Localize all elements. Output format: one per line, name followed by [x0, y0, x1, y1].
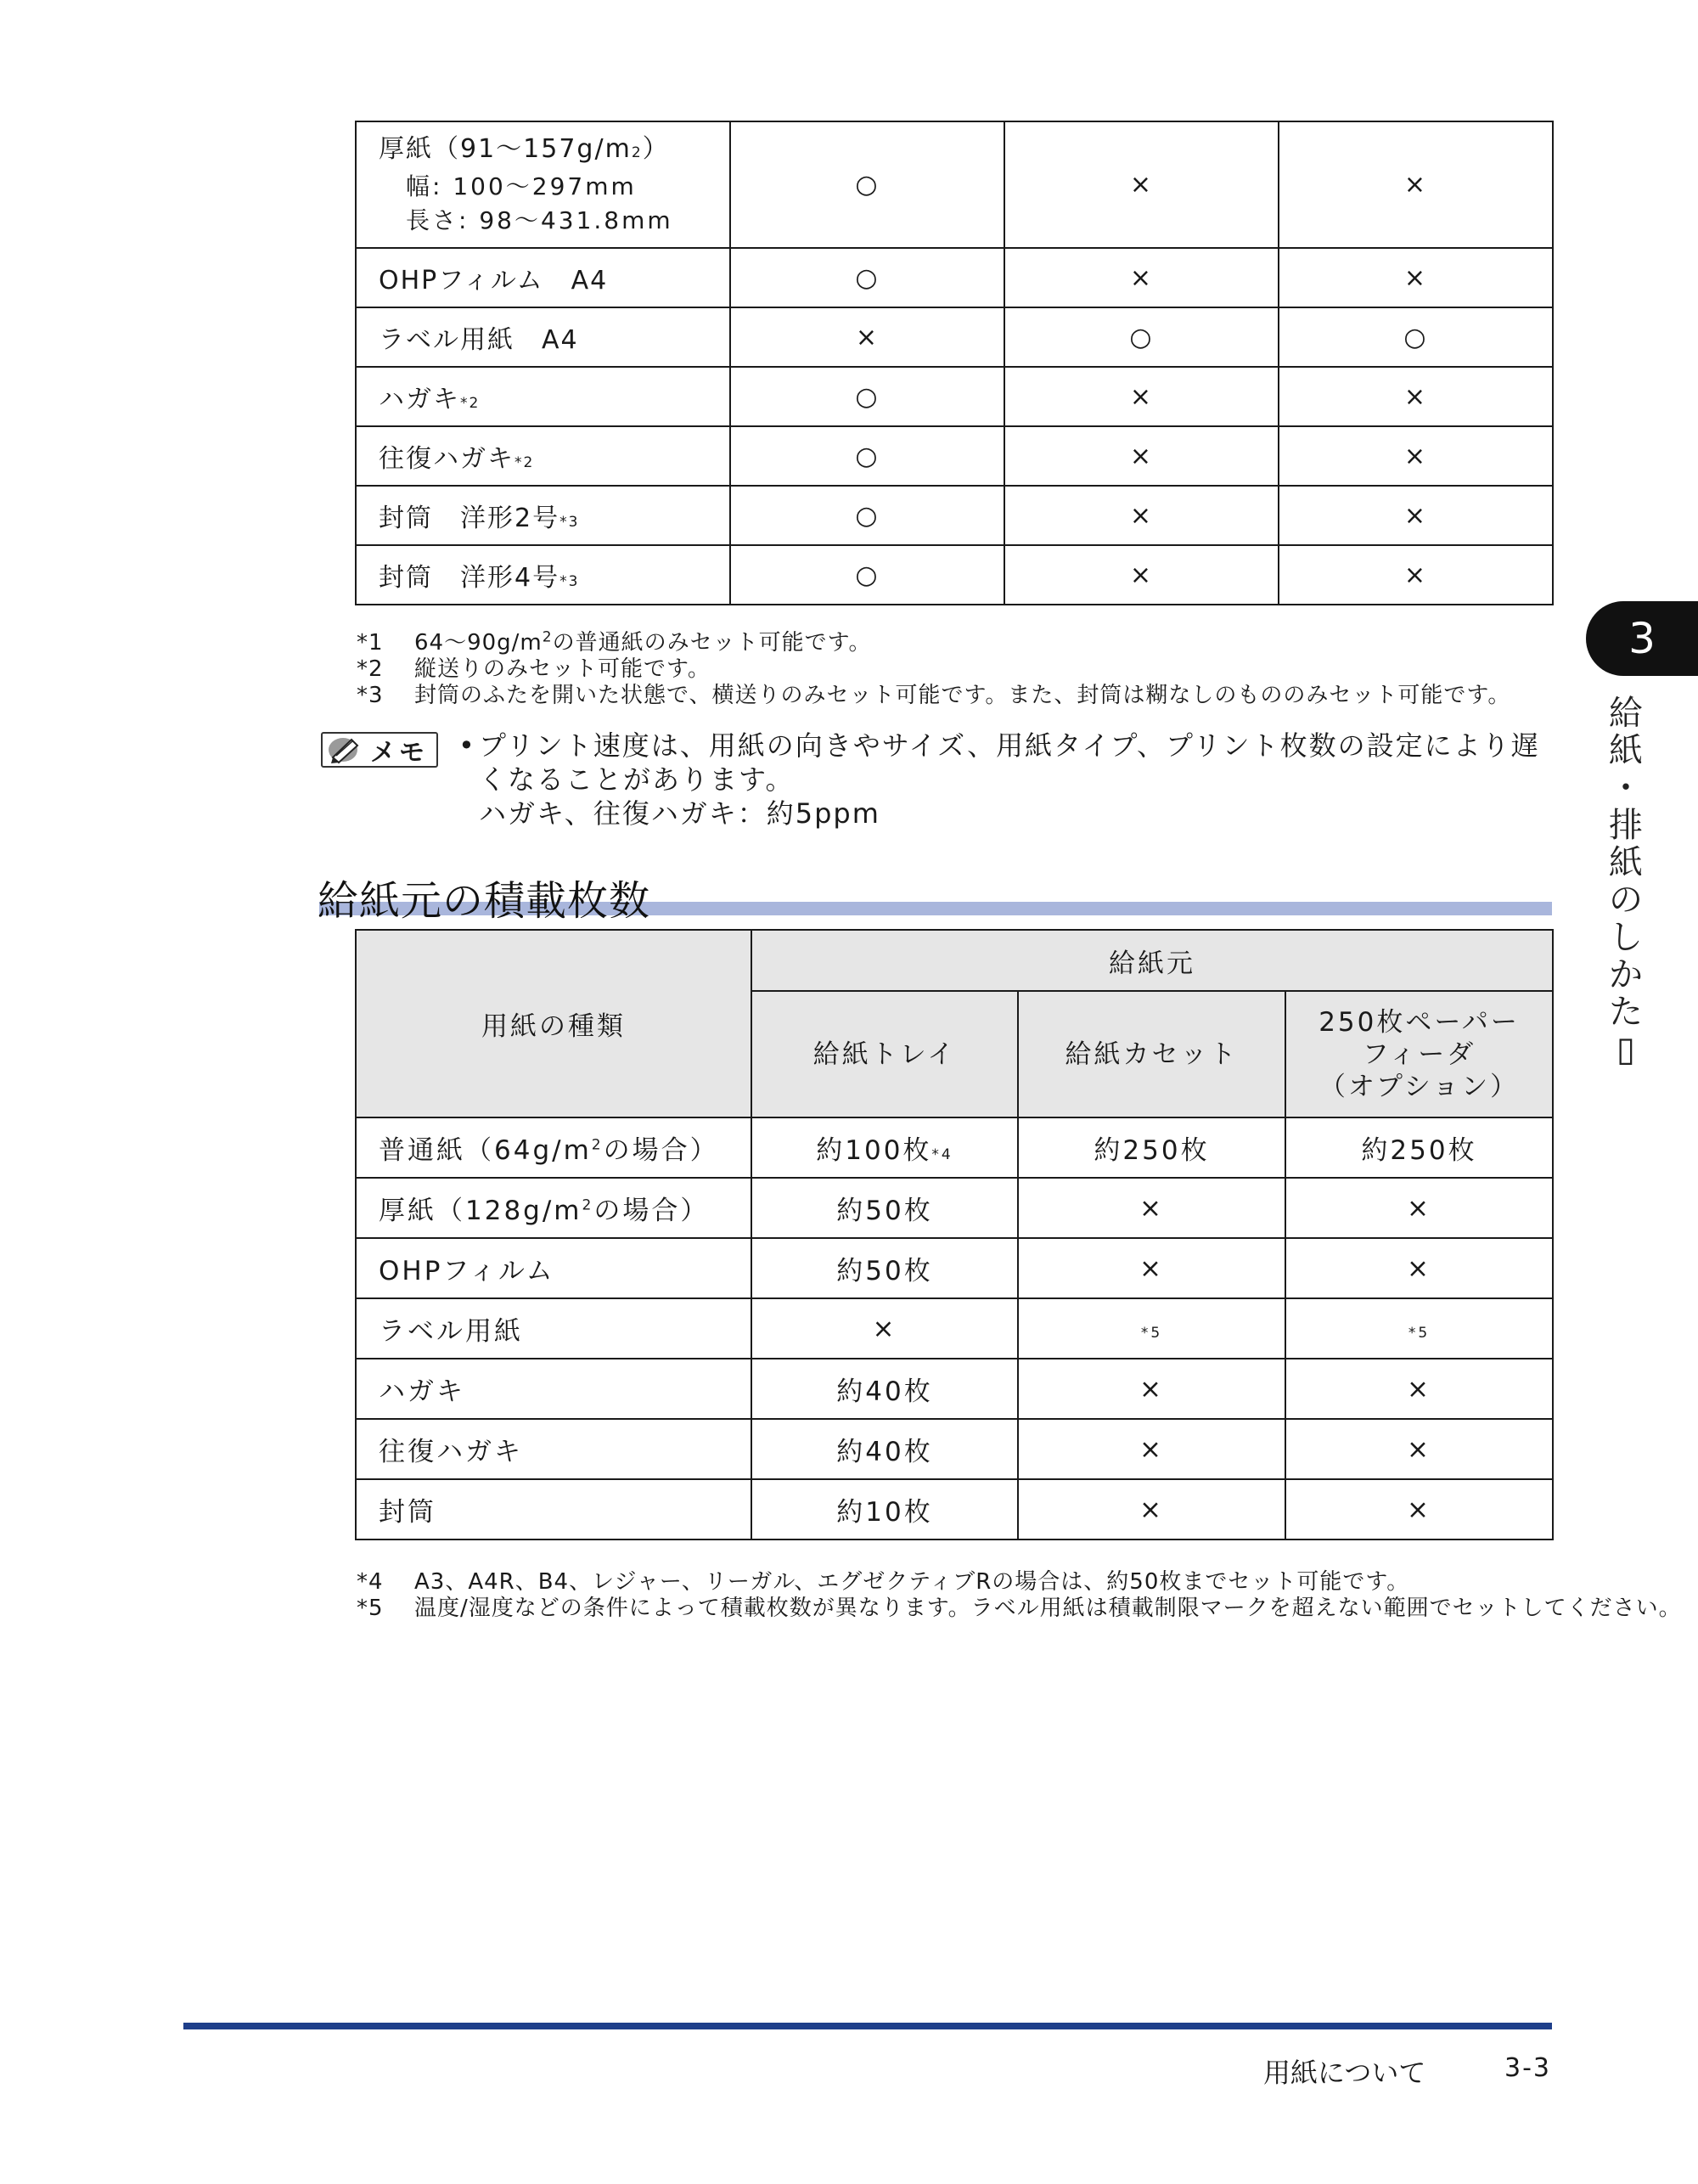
footnote-text: A3、A4R、B4、レジャー、リーガル、エグゼクティブRの場合は、約50枚までセット可能です。 [414, 1569, 1410, 1595]
table-row [356, 1298, 1553, 1359]
capacity-value-cell [1018, 1298, 1285, 1359]
footnote [357, 1569, 1682, 1596]
paper-capacity-table [355, 929, 1554, 1540]
capacity-value-cell: 約100枚*4 [751, 1117, 1018, 1178]
paper-type-cell: OHPフィルム [356, 1238, 751, 1298]
table-row [356, 121, 1553, 248]
paper-type-cell: OHPフィルム A4 [356, 248, 730, 307]
footnote-text: 縦送りのみセット可能です。 [414, 656, 711, 682]
page-number: 3-3 [1504, 2053, 1551, 2083]
chapter-title-char: た [1609, 993, 1643, 1032]
section-title: 給紙元の積載枚数 [318, 877, 651, 925]
compat-value-cell: ○ [730, 486, 1004, 545]
compat-value-cell: × [1279, 486, 1553, 545]
tray-header: 給紙トレイ [751, 991, 1018, 1117]
chapter-title-vertical [1606, 695, 1645, 1068]
capacity-value-cell: 約50枚 [751, 1178, 1018, 1238]
memo-line: プリント速度は、用紙の向きやサイズ、用紙タイプ、プリント枚数の設定により遅くなることがあります。 [479, 729, 1540, 796]
table-row [356, 367, 1553, 426]
paper-compat-table [355, 121, 1554, 605]
capacity-value-cell: × [1018, 1238, 1285, 1298]
footnote-ref: *5 [1140, 1324, 1163, 1342]
chapter-title-char: 紙 [1609, 731, 1643, 770]
compat-value-cell: ○ [730, 545, 1004, 605]
footnote [357, 656, 1510, 683]
compat-value-cell: × [730, 307, 1004, 367]
superscript: 2 [542, 628, 553, 646]
feeder-header: 250枚ペーパー フィーダ （オプション） [1285, 991, 1553, 1117]
compat-value-cell: ○ [1004, 307, 1279, 367]
memo-bullet: • [458, 729, 476, 762]
footnote-ref: *3 [559, 573, 580, 590]
footnotes-bottom [357, 1569, 1682, 1622]
chapter-title-char: 排 [1609, 806, 1643, 845]
capacity-value-cell: 約250枚 [1018, 1117, 1285, 1178]
table-header-row [356, 930, 1553, 991]
capacity-value-cell: × [1285, 1479, 1553, 1539]
compat-value-cell: ○ [730, 121, 1004, 248]
capacity-value-cell: × [1018, 1479, 1285, 1539]
compat-value-cell: × [1279, 426, 1553, 486]
compat-value-cell: × [1004, 545, 1279, 605]
capacity-value-cell: 約250枚 [1285, 1117, 1553, 1178]
compat-value-cell: × [1279, 248, 1553, 307]
compat-value-cell: × [1004, 426, 1279, 486]
compat-value-cell: ○ [730, 426, 1004, 486]
table-row [356, 1359, 1553, 1419]
capacity-value-cell [1285, 1298, 1553, 1359]
footnote-mark: *1 [357, 630, 384, 656]
chapter-title-char: の [1609, 881, 1643, 920]
footnotes-top [357, 630, 1510, 709]
chapter-title-char: ・ [1609, 768, 1643, 808]
paper-type-cell: 往復ハガキ*2 [356, 426, 730, 486]
table-row [356, 1117, 1553, 1178]
cassette-header: 給紙カセット [1018, 991, 1285, 1117]
capacity-value-cell: × [1285, 1178, 1553, 1238]
chapter-title-char: か [1609, 955, 1643, 994]
footnote-mark: *5 [357, 1596, 384, 1621]
footnote-mark: *4 [357, 1569, 384, 1595]
capacity-value-cell: 約10枚 [751, 1479, 1018, 1539]
capacity-value-cell: × [1285, 1419, 1553, 1479]
footnote [357, 630, 1510, 656]
compat-value-cell: × [1004, 248, 1279, 307]
paper-type-cell: ラベル用紙 A4 [356, 307, 730, 367]
paper-type-header: 用紙の種類 [356, 930, 751, 1117]
chapter-title-char: し [1609, 918, 1643, 957]
footnote-ref: *2 [460, 395, 481, 412]
memo-line: ハガキ、往復ハガキ：約5ppm [479, 797, 880, 830]
footnote-mark: *2 [357, 656, 384, 682]
chapter-title-char: ▯ [1616, 1030, 1635, 1069]
chapter-title-char: 給 [1609, 694, 1643, 733]
paper-type-cell: 封筒 [356, 1479, 751, 1539]
compat-value-cell: × [1004, 367, 1279, 426]
capacity-value-cell: 約50枚 [751, 1238, 1018, 1298]
paper-type-cell: 厚紙（91～157g/m2） 幅: 100～297mm 長さ: 98～431.8mm [356, 121, 730, 248]
chapter-tab: 3 [1586, 601, 1698, 676]
paper-type-cell: ハガキ*2 [356, 367, 730, 426]
compat-value-cell: × [1004, 121, 1279, 248]
capacity-value-cell: 約40枚 [751, 1359, 1018, 1419]
capacity-value-cell: 約40枚 [751, 1419, 1018, 1479]
compat-value-cell: × [1004, 486, 1279, 545]
memo-text [458, 729, 1562, 830]
capacity-value-cell: × [1018, 1359, 1285, 1419]
footer-section-title: 用紙について [1263, 2057, 1426, 2089]
table-row [356, 486, 1553, 545]
paper-type-cell: 封筒 洋形2号*3 [356, 486, 730, 545]
source-header: 給紙元 [751, 930, 1553, 991]
footnote-ref: *2 [514, 454, 535, 471]
paper-type-cell: 厚紙（$128g/m^2$の場合） [356, 1178, 751, 1238]
superscript: 2 [591, 1136, 604, 1154]
footnote [357, 1596, 1682, 1622]
table-row [356, 1419, 1553, 1479]
capacity-value-cell: × [1285, 1238, 1553, 1298]
footnote-ref: *4 [931, 1146, 953, 1163]
paper-type-cell: ハガキ [356, 1359, 751, 1419]
paper-type-cell: 封筒 洋形4号*3 [356, 545, 730, 605]
paper-type-cell: 往復ハガキ [356, 1419, 751, 1479]
compat-value-cell: × [1279, 367, 1553, 426]
table-row [356, 1479, 1553, 1539]
footnote-ref: *5 [1408, 1324, 1431, 1342]
memo-badge [321, 732, 438, 768]
capacity-value-cell: × [751, 1298, 1018, 1359]
paper-type-cell: ラベル用紙 [356, 1298, 751, 1359]
chapter-title-char: 紙 [1609, 843, 1643, 882]
footnote-text: 温度/湿度などの条件によって積載枚数が異なります。ラベル用紙は積載制限マークを超えない範囲でセットしてください。 [414, 1596, 1682, 1621]
compat-value-cell: ○ [730, 248, 1004, 307]
table-row [356, 1238, 1553, 1298]
table-row [356, 1178, 1553, 1238]
compat-value-cell: × [1279, 121, 1553, 248]
capacity-value-cell: × [1285, 1359, 1553, 1419]
superscript: 2 [582, 1196, 594, 1214]
compat-value-cell: × [1279, 545, 1553, 605]
memo-label: メモ [370, 738, 428, 768]
table-row [356, 248, 1553, 307]
table-row [356, 426, 1553, 486]
footnote-text: 封筒のふたを開いた状態で、横送りのみセット可能です。また、封筒は糊なしのもののみセット可能です。 [414, 683, 1511, 708]
table-row [356, 307, 1553, 367]
footnote-mark: *3 [357, 683, 384, 708]
footnote [357, 683, 1510, 709]
capacity-value-cell: × [1018, 1178, 1285, 1238]
capacity-value-cell: × [1018, 1419, 1285, 1479]
footnote-text: $64\sim 90g/m^2$の普通紙のみセット可能です。 [414, 628, 872, 656]
table-row [356, 545, 1553, 605]
paper-type-cell: 普通紙（$64g/m^2$の場合） [356, 1117, 751, 1178]
footer-rule [183, 2023, 1552, 2029]
compat-value-cell: ○ [1279, 307, 1553, 367]
footnote-ref: *3 [559, 514, 580, 531]
pencil-icon [326, 735, 365, 764]
compat-value-cell: ○ [730, 367, 1004, 426]
